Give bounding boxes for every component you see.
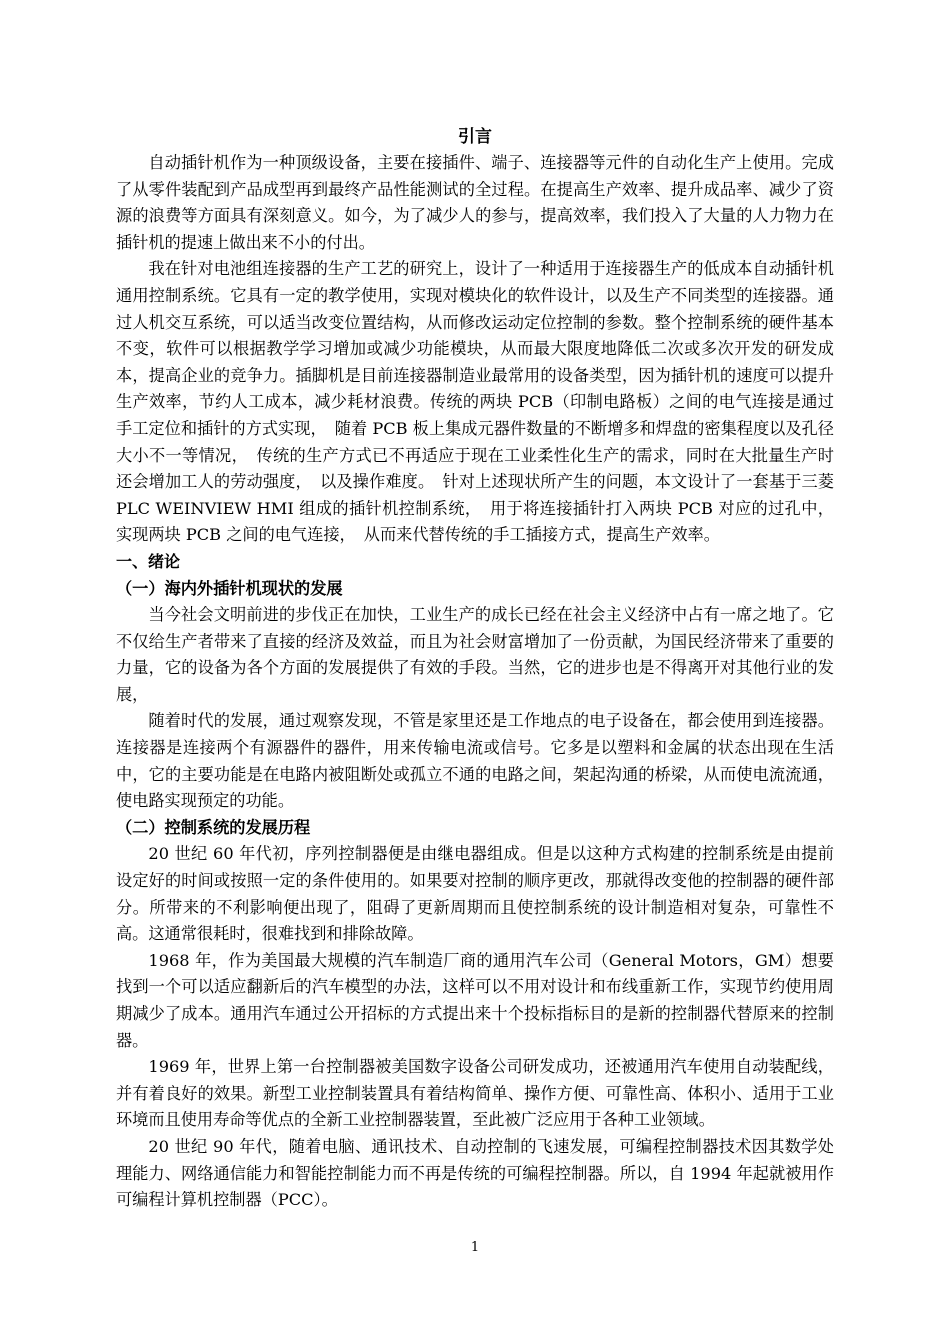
intro-paragraph-1: 自动插针机作为一种顶级设备，主要在接插件、端子、连接器等元件的自动化生产上使用。完成了从零件装配到产品成型再到最终产品性能测试的全过程。在提高生产效率、提升成品率、减少了资源的浪费等方面具有深刻意义。如今，为了减少人的参与，提高效率，我们投入了大量的人力物力在插针机的提速上做出来不小的付出。 (116, 153, 834, 252)
sub2-paragraph-4: 20 世纪 90 年代，随着电脑、通讯技术、自动控制的飞速发展，可编程控制器技术因其数学处理能力、网络通信能力和智能控制能力而不再是传统的可编程控制器。所以，自 1994 年起就被用作可编程计算机控制器（PCC）。 (116, 1136, 834, 1210)
page-number: 1 (470, 1240, 480, 1255)
sub2-paragraph-2: 1968 年，作为美国最大规模的汽车制造厂商的通用汽车公司（General Motors，GM）想要找到一个可以适应翻新后的汽车模型的办法，这样可以不用对设计和布线重新工作，实现节约使用周期减少了成本。通用汽车通过公开招标的方式提出来十个投标指标目的是新的控制器代替原来的控制器。 (116, 950, 834, 1050)
sub2-paragraph-1: 20 世纪 60 年代初，序列控制器便是由继电器组成。但是以这种方式构建的控制系统是由提前设定好的时间或按照一定的条件使用的。如果要对控制的顺序更改，那就得改变他的控制器的硬件部分。所带来的不利影响便出现了，阻碍了更新周期而且使控制系统的设计制造相对复杂，可靠性不高。这通常很耗时，很难找到和排除故障。 (116, 844, 834, 944)
section-heading-introduction: 一、绪论 (116, 551, 181, 571)
sub1-paragraph-1: 当今社会文明前进的步伐正在加快，工业生产的成长已经在社会主义经济中占有一席之地了。它不仅给生产者带来了直接的经济及效益，而且为社会财富增加了一份贡献，为国民经济带来了重要的力量，它的设备为各个方面的发展提供了有效的手段。当然，它的进步也是不得离开对其他行业的发展， (116, 605, 834, 704)
sub1-paragraph-2: 随着时代的发展，通过观察发现，不管是家里还是工作地点的电子设备在，都会使用到连接器。连接器是连接两个有源器件的器件，用来传输电流或信号。它多是以塑料和金属的状态出现在生活中，它的主要功能是在电路内被阻断处或孤立不通的电路之间，架起沟通的桥梁，从而使电流流通，使电路实现预定的功能。 (116, 711, 834, 811)
subsection-heading-pin-machine-status: （一）海内外插针机现状的发展 (116, 578, 343, 598)
intro-paragraph-2: 我在针对电池组连接器的生产工艺的研究上，设计了一种适用于连接器生产的低成本自动插针机通用控制系统。它具有一定的教学使用，实现对模块化的软件设计，以及生产不同类型的连接器。通过人机交互系统，可以适当改变位置结构，从而修改运动定位控制的参数。整个控制系统的硬件基本不变，软件可以根据教学学习增加或减少功能模块，从而最大限度地降低二次或多次开发的研发成本，提高企业的竞争力。插脚机是目前连接器制造业最常用的设备类型，因为插针机的速度可以提升生产效率，节约人工成本，减少耗材浪费。传统的两块 PCB（印制电路板）之间的电气连接是通过手工定位和插针的方式实现， 随着 PCB 板上集成元器件数量的不断增多和焊盘的密集程度以及孔径大小不一等情况， 传统的生产方式已不再适应于现在工业柔性化生产的需求，同时在大批量生产时还会增加工人的劳动强度， 以及操作难度。 针对上述现状所产生的问题，本文设计了一套基于三菱 PLC WEINVIEW HMI 组成的插针机控制系统， 用于将连接插针打入两块 PCB 对应的过孔中，实现两块 PCB 之间的电气连接， 从而来代替传统的手工插接方式，提高生产效率。 (116, 259, 834, 545)
document-page (116, 124, 834, 1214)
sub2-paragraph-3: 1969 年，世界上第一台控制器被美国数字设备公司研发成功，还被通用汽车使用自动装配线，并有着良好的效果。新型工业控制装置具有着结构简单、操作方便、可靠性高、体积小、适用于工业环境而且使用寿命等优点的全新工业控制器装置，至此被广泛应用于各种工业领域。 (116, 1057, 834, 1130)
subsection-heading-control-system-history: （二）控制系统的发展历程 (116, 817, 311, 837)
page-title: 引言 (458, 127, 492, 147)
